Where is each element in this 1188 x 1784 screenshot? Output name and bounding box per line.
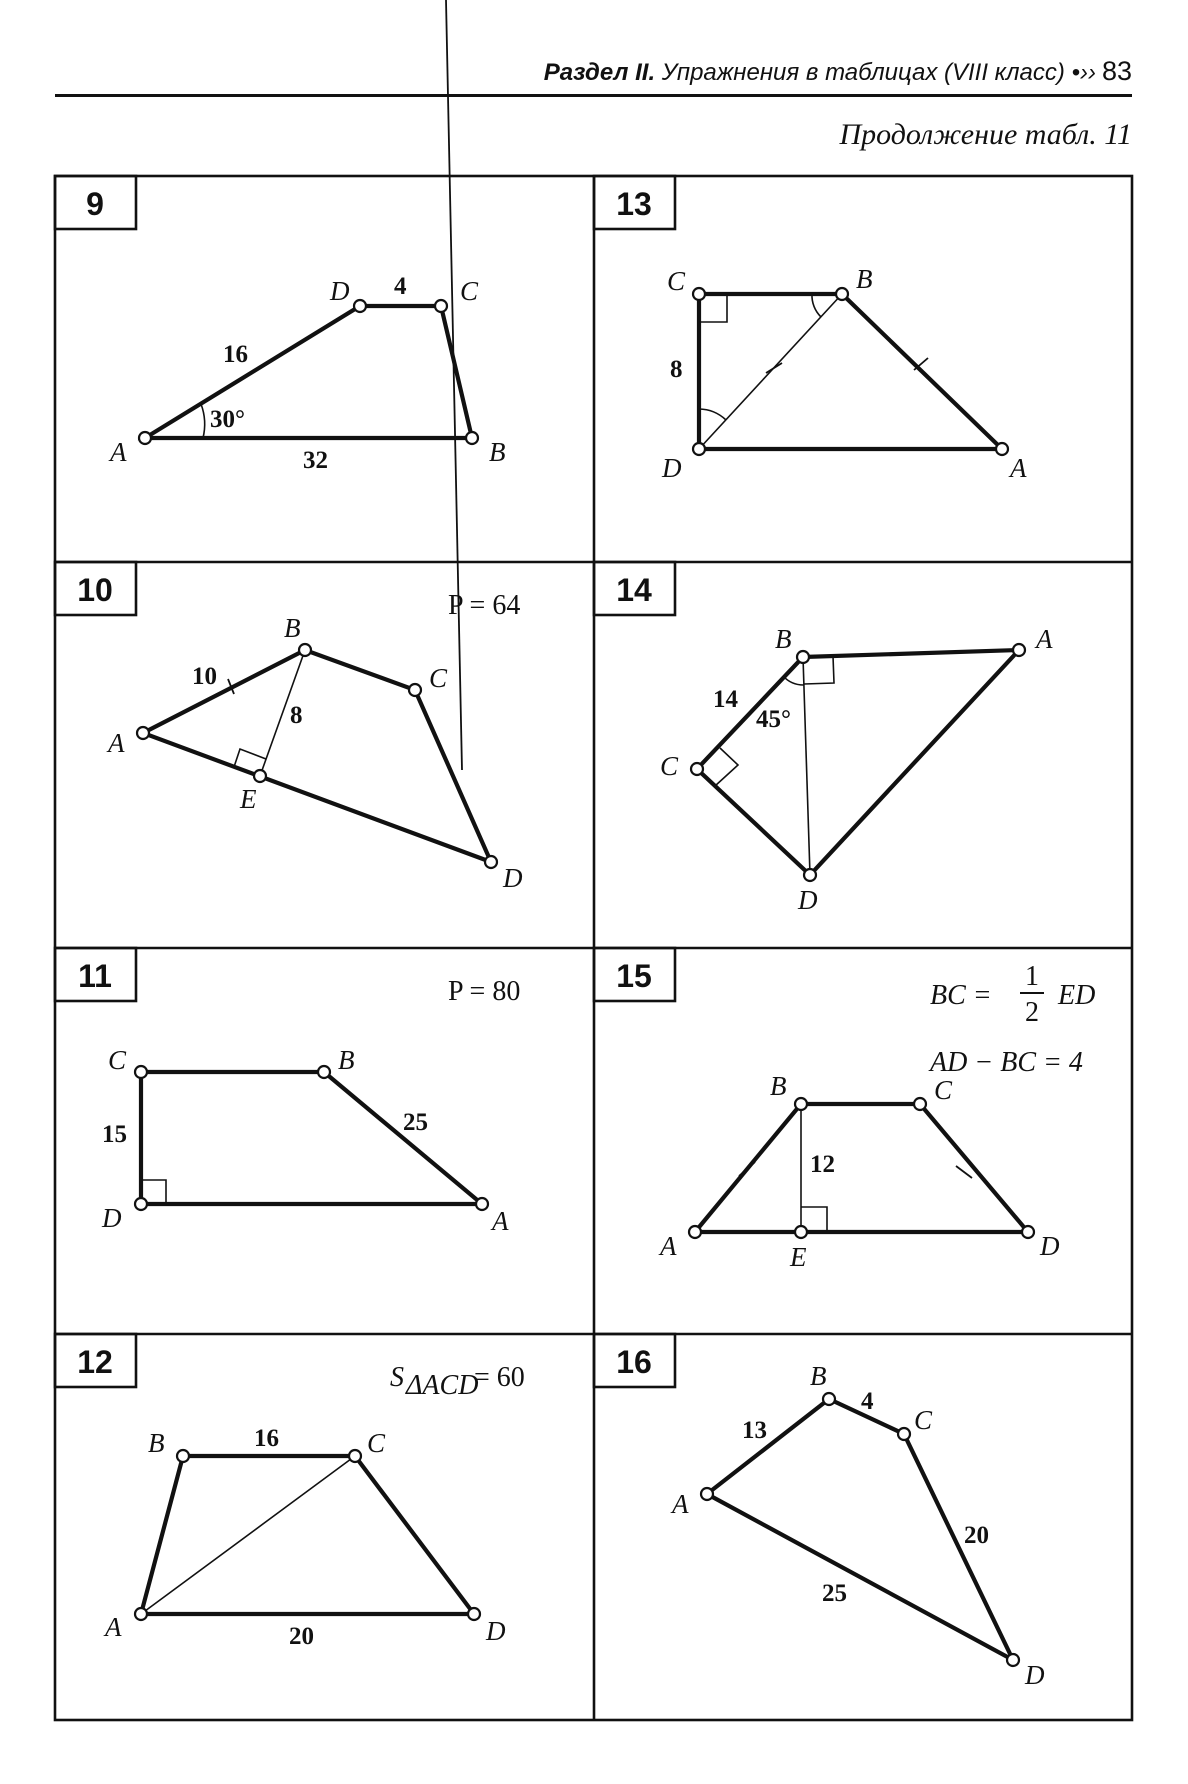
label-e: E: [240, 784, 257, 814]
vertex-d: [135, 1198, 147, 1210]
label-b: B: [856, 264, 873, 294]
label-d: D: [503, 863, 523, 893]
vertex-d: [1007, 1654, 1019, 1666]
vertex-a: [689, 1226, 701, 1238]
vertex-e: [795, 1226, 807, 1238]
label-c: C: [367, 1428, 386, 1458]
problem-11: [55, 948, 520, 1236]
value-bc: 14: [713, 686, 738, 713]
vertex-b: [797, 651, 809, 663]
problem-number: 10: [77, 572, 113, 608]
problem-number: 16: [616, 1344, 652, 1380]
label-c: C: [429, 663, 448, 693]
problem-14: [594, 562, 1053, 915]
page-number: 83: [1101, 56, 1132, 86]
right-angle-e: [234, 749, 266, 767]
trapezoid: [145, 306, 472, 438]
vertex-b: [466, 432, 478, 444]
angle-arc: [201, 404, 205, 438]
value-ab: 13: [742, 1417, 767, 1444]
section-title-bold: Раздел II.: [543, 59, 656, 86]
tick-mark-ab: [739, 1162, 755, 1176]
value-bc: 4: [861, 1388, 874, 1415]
label-c: C: [660, 751, 679, 781]
vertex-a: [1013, 644, 1025, 656]
problem-9: [55, 176, 506, 474]
vertex-a: [139, 432, 151, 444]
vertex-c: [914, 1098, 926, 1110]
value-ad: 25: [822, 1580, 847, 1607]
problem-13: [594, 176, 1027, 483]
value-cd: 8: [670, 356, 683, 383]
label-a: A: [108, 728, 125, 758]
tick-mark-cd: [956, 1166, 972, 1178]
problem-number: 13: [616, 186, 652, 222]
label-c: C: [934, 1075, 953, 1105]
label-d: D: [1025, 1660, 1045, 1690]
vertex-b: [318, 1066, 330, 1078]
vertex-c: [898, 1428, 910, 1440]
label-b: B: [775, 624, 792, 654]
label-a: A: [1010, 453, 1027, 483]
condition: P = 80: [448, 976, 521, 1007]
right-angle-c: [715, 748, 738, 786]
label-c: C: [108, 1045, 127, 1075]
label-a: A: [105, 1612, 122, 1642]
vertex-a: [137, 727, 149, 739]
value-cd: 15: [102, 1121, 127, 1148]
section-marker: •››: [1071, 59, 1096, 86]
label-a: A: [492, 1206, 509, 1236]
condition-subscript: ΔACD: [406, 1370, 479, 1401]
label-b: B: [284, 613, 301, 643]
vertex-d: [468, 1608, 480, 1620]
value-be: 12: [810, 1151, 835, 1178]
value-ad: 16: [223, 341, 248, 368]
tick-mark-db: [766, 363, 782, 373]
label-a: A: [672, 1489, 689, 1519]
angle-arc-d: [699, 409, 726, 420]
angle-arc-b: [812, 294, 821, 317]
value-dc: 4: [394, 273, 407, 300]
problem-number: 11: [78, 958, 112, 994]
value-angle-a: 30°: [210, 406, 245, 433]
value-be: 8: [290, 702, 303, 729]
value-bc: 16: [254, 1425, 279, 1452]
label-d: D: [486, 1616, 506, 1646]
label-b: B: [338, 1045, 355, 1075]
vertex-e: [254, 770, 266, 782]
label-e: E: [790, 1242, 807, 1272]
vertex-c: [349, 1450, 361, 1462]
vertex-d: [693, 443, 705, 455]
value-angle: 45°: [756, 706, 791, 733]
vertex-d: [354, 300, 366, 312]
vertex-a: [135, 1608, 147, 1620]
vertex-c: [691, 763, 703, 775]
vertex-a: [701, 1488, 713, 1500]
trapezoid: [697, 650, 1019, 875]
vertex-c: [435, 300, 447, 312]
condition-1-numerator: 1: [1025, 961, 1039, 992]
vertex-b: [823, 1393, 835, 1405]
label-b: B: [810, 1361, 827, 1391]
trapezoid: [699, 294, 1002, 449]
condition-main: S: [390, 1362, 404, 1393]
problem-number: 14: [616, 572, 652, 608]
label-b: B: [770, 1071, 787, 1101]
condition-value: = 60: [474, 1362, 525, 1393]
vertex-a: [996, 443, 1008, 455]
problem-16: [594, 1334, 1045, 1690]
section-title: Упражнения в таблицах (VIII класс): [661, 59, 1065, 86]
condition-2: AD − BC = 4: [930, 1047, 1083, 1078]
label-d: D: [102, 1203, 122, 1233]
value-cd: 20: [964, 1522, 989, 1549]
vertex-c: [135, 1066, 147, 1078]
label-d: D: [1040, 1231, 1060, 1261]
condition: P = 64: [448, 590, 521, 621]
label-d: D: [662, 453, 682, 483]
label-a: A: [1036, 624, 1053, 654]
value-ab: 32: [303, 447, 328, 474]
vertex-b: [299, 644, 311, 656]
condition-1-right: ED: [1058, 980, 1096, 1011]
vertex-b: [795, 1098, 807, 1110]
problem-number: 9: [86, 186, 104, 222]
vertex-c: [693, 288, 705, 300]
vertex-b: [836, 288, 848, 300]
value-ab: 25: [403, 1109, 428, 1136]
vertex-d: [804, 869, 816, 881]
label-c: C: [667, 266, 686, 296]
label-b: B: [148, 1428, 165, 1458]
table-continuation-title: Продолжение табл. 11: [839, 118, 1132, 151]
label-a: A: [110, 437, 127, 467]
trapezoid: [141, 1072, 482, 1204]
label-c: C: [914, 1405, 933, 1435]
diagonal-bd: [803, 657, 810, 875]
value-ad: 20: [289, 1623, 314, 1650]
problem-12: [55, 1334, 525, 1650]
vertex-d: [485, 856, 497, 868]
label-c: C: [460, 276, 479, 306]
problem-number: 12: [77, 1344, 113, 1380]
value-ab: 10: [192, 663, 217, 690]
condition-1-left: BC =: [930, 980, 992, 1011]
trapezoid: [695, 1104, 1028, 1232]
condition-1-denominator: 2: [1025, 997, 1039, 1028]
label-b: B: [489, 437, 506, 467]
condition: [390, 1362, 525, 1401]
problem-15: [594, 948, 1095, 1272]
trapezoid: [141, 1456, 474, 1614]
label-a: A: [660, 1231, 677, 1261]
vertex-a: [476, 1198, 488, 1210]
condition-1: [930, 961, 1095, 1028]
label-d: D: [798, 885, 818, 915]
vertex-d: [1022, 1226, 1034, 1238]
vertex-b: [177, 1450, 189, 1462]
problem-number: 15: [616, 958, 652, 994]
diagonal-ac: [141, 1456, 355, 1614]
vertex-c: [409, 684, 421, 696]
label-d: D: [330, 276, 350, 306]
